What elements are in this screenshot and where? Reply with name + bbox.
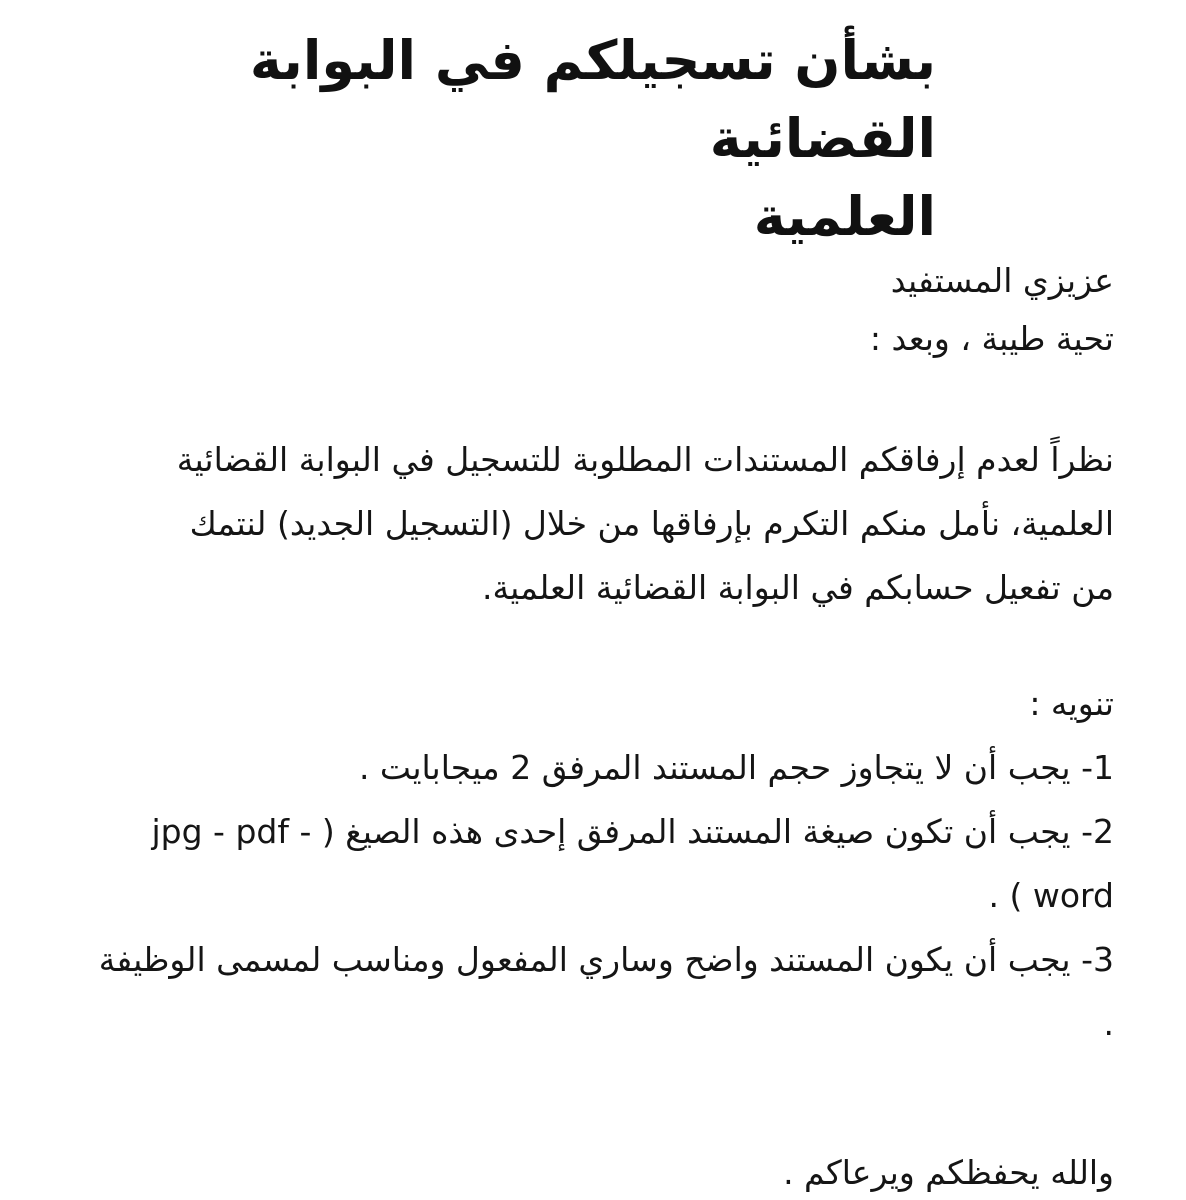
closing-line: والله يحفظكم ويرعاكم . [783, 1153, 1114, 1192]
note-item: 3- يجب أن يكون المستند واضح وساري المفعول ومناسب لمسمى الوظيفة [98, 940, 1114, 979]
title-line: بشأن تسجيلكم في البوابة القضائية [249, 29, 936, 170]
salutation: عزيزي المستفيد [890, 261, 1114, 300]
greeting-block [54, 252, 1114, 368]
paragraph-line: من تفعيل حسابكم في البوابة القضائية العلمية. [481, 568, 1114, 607]
note-item: 2- يجب أن تكون صيغة المستند المرفق إحدى هذه الصيغ ( - jpg - pdf [151, 812, 1114, 851]
paragraph-line: نظراً لعدم إرفاقكم المستندات المطلوبة للتسجيل في البوابة القضائية [176, 440, 1114, 479]
document-title [56, 22, 936, 256]
title-line: العلمية [753, 185, 936, 248]
note-item: 1- يجب أن لا يتجاوز حجم المستند المرفق 2 ميجابايت . [358, 748, 1114, 787]
notes-heading: تنويه : [1029, 684, 1114, 723]
main-paragraph [54, 428, 1114, 620]
greeting-line: تحية طيبة ، وبعد : [869, 319, 1114, 358]
note-item-continuation: word ) . [988, 876, 1114, 915]
notes-block [54, 672, 1114, 1056]
note-item-continuation: . [1103, 1004, 1114, 1043]
paragraph-line: العلمية، نأمل منكم التكرم بإرفاقها من خلال (التسجيل الجديد) لنتمك [189, 504, 1114, 543]
